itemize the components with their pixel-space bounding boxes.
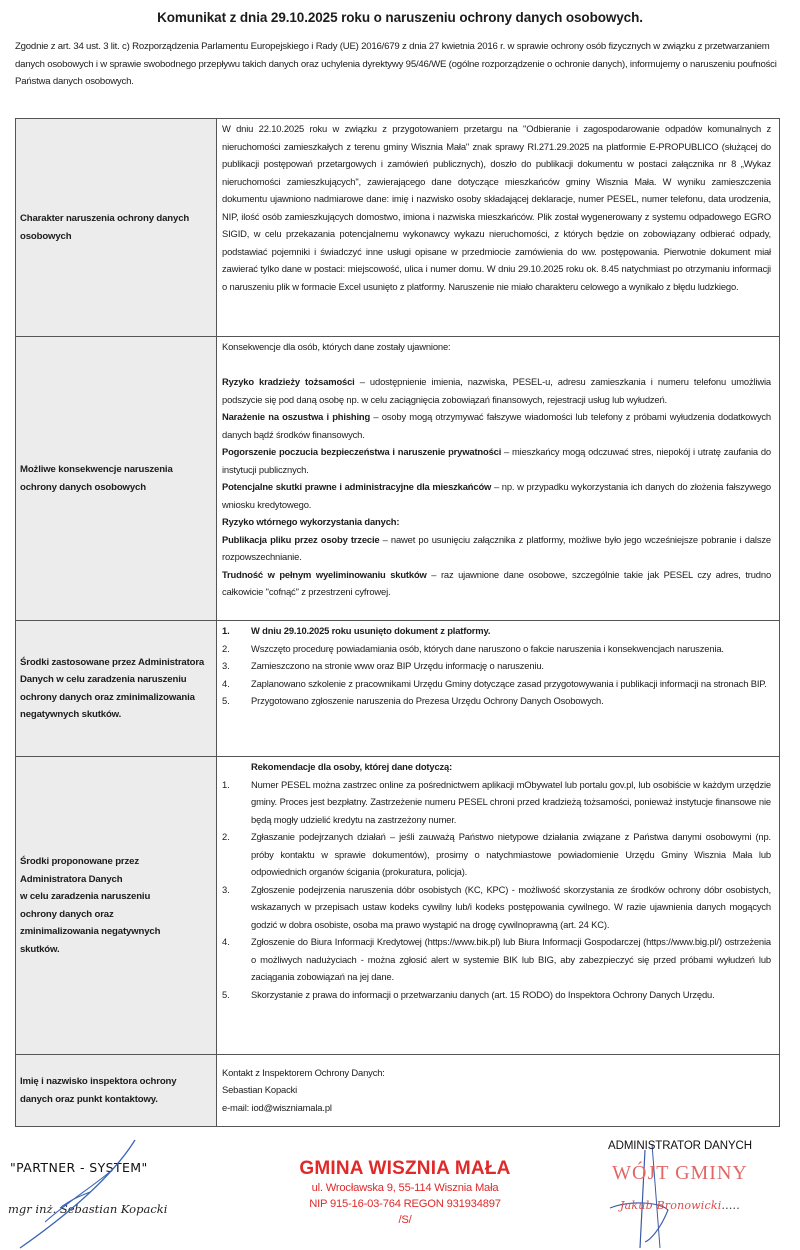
administrator-role: ADMINISTRATOR DANYCH bbox=[608, 1140, 752, 1152]
row-label: Możliwe konsekwencje naruszenia ochrony danych osobowych bbox=[16, 337, 217, 621]
consequence-item: Ryzyko kradzieży tożsamości – udostępnienie imienia, nazwiska, PESEL-u, adresu zamieszkania i numeru telefonu umożliwia podszycie się pod daną osobę np. w celu zaciągnięcia zobowiązań finansowych, rejestracji usług lub wyłudzeń. bbox=[222, 376, 771, 405]
row-content bbox=[217, 621, 780, 757]
list-item: 2. Wszczęto procedurę powiadamiania osób, których dane naruszono o fakcie naruszenia i konsekwencjach naruszenia. bbox=[222, 642, 724, 654]
consequence-item: Ryzyko wtórnego wykorzystania danych: bbox=[222, 516, 400, 527]
intro-paragraph: Zgodnie z art. 34 ust. 3 lit. c) Rozporządzenia Parlamentu Europejskiego i Rady (UE) 2016/679 z dnia 27 kwietnia 2016 r. w sprawie ochrony osób fizycznych w związku z przetwarzaniem danych osobowych i w sprawie swobodnego przepływu takich danych oraz uchylenia dyrektywy 95/46/WE (ogólne rozporządzenie o ochronie danych), informujemy o naruszeniu poufności Państwa danych osobowych. bbox=[15, 41, 777, 87]
consequences-intro: Konsekwencje dla osób, których dane zostały ujawnione: bbox=[222, 341, 451, 352]
table-row-breach-nature bbox=[16, 119, 780, 337]
list-item: 1. W dniu 29.10.2025 roku usunięto dokument z platformy. bbox=[222, 625, 491, 636]
signature-footer bbox=[0, 1130, 800, 1250]
administrator-title-stamp: WÓJT GMINY bbox=[612, 1162, 748, 1184]
recommendations-list bbox=[222, 776, 771, 1004]
consequence-item: Narażenie na oszustwa i phishing – osoby mogą otrzymywać fałszywe wiadomości lub telefony z próbami wyłudzenia dodatkowych danych bądź środków finansowych. bbox=[222, 411, 771, 440]
list-item: 4. Zgłoszenie do Biura Informacji Kredytowej (https://www.bik.pl) lub Biura Informacji Gospodarczej (https://www.big.pl/) ostrzeżenia o możliwych nadużyciach - można zgłosić alert w systemie BIK lub BIG, aby zabezpieczyć się przed próbami wyłudzeń lub zaciągania zobowiązań na jej dane. bbox=[222, 936, 771, 982]
list-item: 4. Zaplanowano szkolenie z pracownikami Urzędu Gminy dotyczące zasad przygotowywania i publikacji informacji na stronach BIP. bbox=[222, 677, 767, 689]
table-row-proposed-measures bbox=[16, 757, 780, 1055]
administrator-signer: Jakub Bronowicki..... bbox=[620, 1199, 740, 1212]
row-content: W dniu 22.10.2025 roku w związku z przygotowaniem przetargu na "Odbieranie i zagospodarowanie odpadów komunalnych z nieruchomości zamieszkałych z terenu gminy Wisznia Mała" znak sprawy RI.271.29.2025 na platformie E-PROPUBLICO (służącej do publikacji postępowań przetargowych i zamówień publicznych), doszło do publikacji dokumentu w postaci załącznika nr 8 „Wykaz nieruchomości zamieszkujących", zawierającego dane dotyczące mieszkańców gminy Wisznia Mała. W wyniku zamieszczenia dokumentu ujawniono nadmiarowe dane: imię i nazwisko osoby składającej deklaracje, numer PESEL, numer telefonu, data urodzenia, NIP, ilość osób zamieszkujących domostwo, imiona i nazwiska mieszkańców. Plik został wygenerowany z systemu odpadowego EGRO SIGID, w celu przekazania potencjalnemu wykonawcy wykazu nieruchomości, z których będzie on zobowiązany odbierać odpady, podstawiać pojemniki i świadczyć inne usługi opisane w przedmiocie zamówienia do ww. postępowania. Pierwotnie dokument miał zawierać tylko dane w postaci: miejscowość, ulica i numer domu. W dniu 29.10.2025 roku ok. 8.45 natychmiast po otrzymaniu informacji o naruszeniu plik w formacie Excel usunięto z platformy. Naruszenie nie miało charakteru celowego a wynikało z błędu ludzkiego. bbox=[217, 119, 780, 337]
row-content bbox=[217, 757, 780, 1055]
contact-email[interactable]: e-mail: iod@wiszniamala.pl bbox=[222, 1101, 332, 1113]
breach-info-table bbox=[15, 118, 780, 1127]
document-title: Komunikat z dnia 29.10.2025 roku o naruszeniu ochrony danych osobowych. bbox=[157, 10, 643, 25]
row-label: Środki proponowane przez Administratora Danych w celu zaradzenia naruszeniu ochrony danych oraz zminimalizowania negatywnych skutków. bbox=[16, 757, 217, 1055]
consequence-item: Trudność w pełnym wyeliminowaniu skutków – raz ujawnione dane osobowe, szczególnie takie jak PESEL czy adres, trudno całkowicie "cofnąć" z przestrzeni cyfrowej. bbox=[222, 568, 772, 597]
consequence-item: Publikacja pliku przez osoby trzecie – nawet po usunięciu załącznika z platformy, możliwe było jego wcześniejsze pobranie i dalsze rozpowszechnianie. bbox=[222, 533, 771, 562]
list-item: 3. Zgłoszenie podejrzenia naruszenia dóbr osobistych (KC, KPC) - możliwość skorzystania ze środków ochrony dóbr osobistych, wskazanych w przepisach ustaw kodeks cywilny lub/i kodeks postępowania cywilnego. W razie ujawnienia danych mogących godzić w dobra osobiste, osoba ma prawo wystąpić na drogę cywilnoprawną (art. 24 KC). bbox=[222, 883, 771, 930]
row-label: Środki zastosowane przez Administratora Danych w celu zaradzenia naruszeniu ochrony danych oraz zminimalizowania negatywnych skutków. bbox=[16, 621, 217, 757]
consequence-item: Potencjalne skutki prawne i administracyjne dla mieszkańców – np. w przypadku wykorzystania ich danych do złożenia fałszywego wniosku kredytowego. bbox=[222, 481, 771, 510]
administrator-signature-block bbox=[575, 1140, 785, 1212]
contact-heading: Kontakt z Inspektorem Ochrony Danych: bbox=[222, 1066, 385, 1078]
list-item: 2. Zgłaszanie podejrzanych działań – jeśli zauważą Państwo nietypowe działania związane z Państwa danymi osobowymi (np. próby kontaktu w sprawie dokumentów), prosimy o natychmiastowe powiadomienie Urzędu Gminy Wisznia Mała lub odpowiednich organów ścigania (prokuratura, policja). bbox=[222, 831, 771, 877]
list-item: 5. Przygotowano zgłoszenie naruszenia do Prezesa Urzędu Ochrony Danych Osobowych. bbox=[222, 695, 604, 706]
partner-signer: mgr inż. Sebastian Kopacki bbox=[8, 1202, 168, 1216]
table-row-consequences bbox=[16, 337, 780, 621]
contact-name: Sebastian Kopacki bbox=[222, 1084, 298, 1096]
consequence-item: Pogorszenie poczucia bezpieczeństwa i naruszenie prywatności – mieszkańcy mogą odczuwać stres, niepokój i utratę zaufania do instytucji publicznych. bbox=[222, 446, 771, 475]
row-label: Imię i nazwisko inspektora ochrony danych oraz punkt kontaktowy. bbox=[16, 1055, 217, 1127]
table-row-measures-taken bbox=[16, 621, 780, 757]
list-item: 5. Skorzystanie z prawa do informacji o przetwarzaniu danych (art. 15 RODO) do Inspektora Ochrony Danych Urzędu. bbox=[222, 988, 715, 1000]
row-content bbox=[217, 1055, 780, 1127]
row-content bbox=[217, 337, 780, 621]
table-row-dpo-contact bbox=[16, 1055, 780, 1127]
list-item: 1. Numer PESEL można zastrzec online za pośrednictwem aplikacji mObywatel lub portalu gov.pl, lub osobiście w każdym urzędzie gminy. Proces jest bezpłatny. Zastrzeżenie numeru PESEL chroni przed kradzieżą tożsamości, ponieważ instytucje finansowe nie będą mogły udzielić kredytu na zastrzeżony numer. bbox=[222, 778, 771, 825]
municipality-stamp: GMINA WISZNIA MAŁA ul. Wrocławska 9, 55-114 Wisznia Mała NIP 915-16-03-764 REGON 931934897 /S/ bbox=[299, 1158, 511, 1226]
measures-list bbox=[222, 622, 771, 710]
recommendations-heading: Rekomendacje dla osoby, której dane dotyczą: bbox=[251, 761, 453, 772]
partner-company: "PARTNER - SYSTEM" bbox=[10, 1160, 148, 1175]
row-label: Charakter naruszenia ochrony danych osobowych bbox=[16, 119, 217, 337]
list-item: 3. Zamieszczono na stronie www oraz BIP Urzędu informację o naruszeniu. bbox=[222, 660, 544, 671]
